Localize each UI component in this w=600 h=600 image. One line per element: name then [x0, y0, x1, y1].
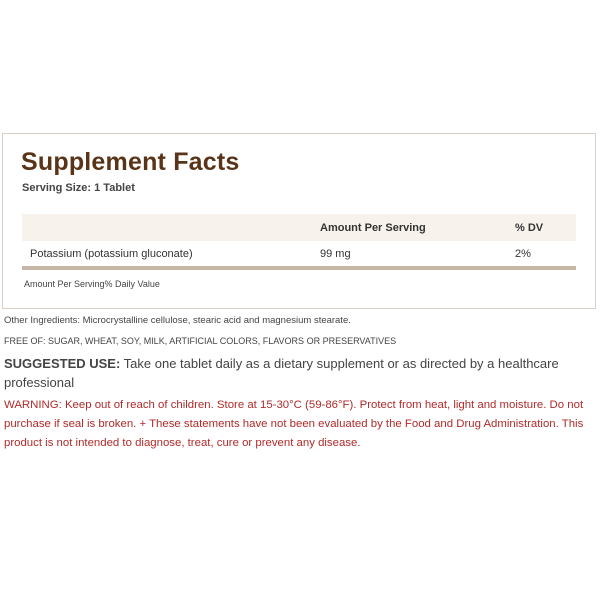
table-bottom-rule: [22, 266, 576, 270]
nutrient-amount: 99 mg: [320, 248, 351, 260]
suggested-use: [4, 354, 594, 392]
facts-footnote: Amount Per Serving% Daily Value: [24, 279, 160, 289]
other-ingredients: Other Ingredients: Microcrystalline cellulose, stearic acid and magnesium stearate.: [4, 315, 351, 326]
free-of-statement: FREE OF: SUGAR, WHEAT, SOY, MILK, ARTIFICIAL COLORS, FLAVORS OR PRESERVATIVES: [4, 336, 397, 346]
serving-size: Serving Size: 1 Tablet: [22, 182, 135, 194]
warning-text: WARNING: Keep out of reach of children. Store at 15-30°C (59-86°F). Protect from heat, light and moisture. Do not purchase if seal is broken. + These statements have not been evaluated by the Food and Drug Administration. This product is not intended to diagnose, treat, cure or prevent any disease.: [4, 399, 584, 449]
suggested-use-text: Take one tablet daily as a dietary supplement or as directed by a healthcare professional: [4, 356, 559, 390]
header-amount-per-serving: Amount Per Serving: [320, 222, 426, 234]
facts-table-header: [22, 214, 576, 241]
nutrient-daily-value: 2%: [515, 248, 531, 260]
suggested-use-label: SUGGESTED USE:: [4, 356, 121, 371]
header-daily-value: % DV: [515, 222, 544, 234]
nutrient-name: Potassium (potassium gluconate): [30, 248, 193, 260]
supplement-facts-title: Supplement Facts: [21, 148, 240, 176]
